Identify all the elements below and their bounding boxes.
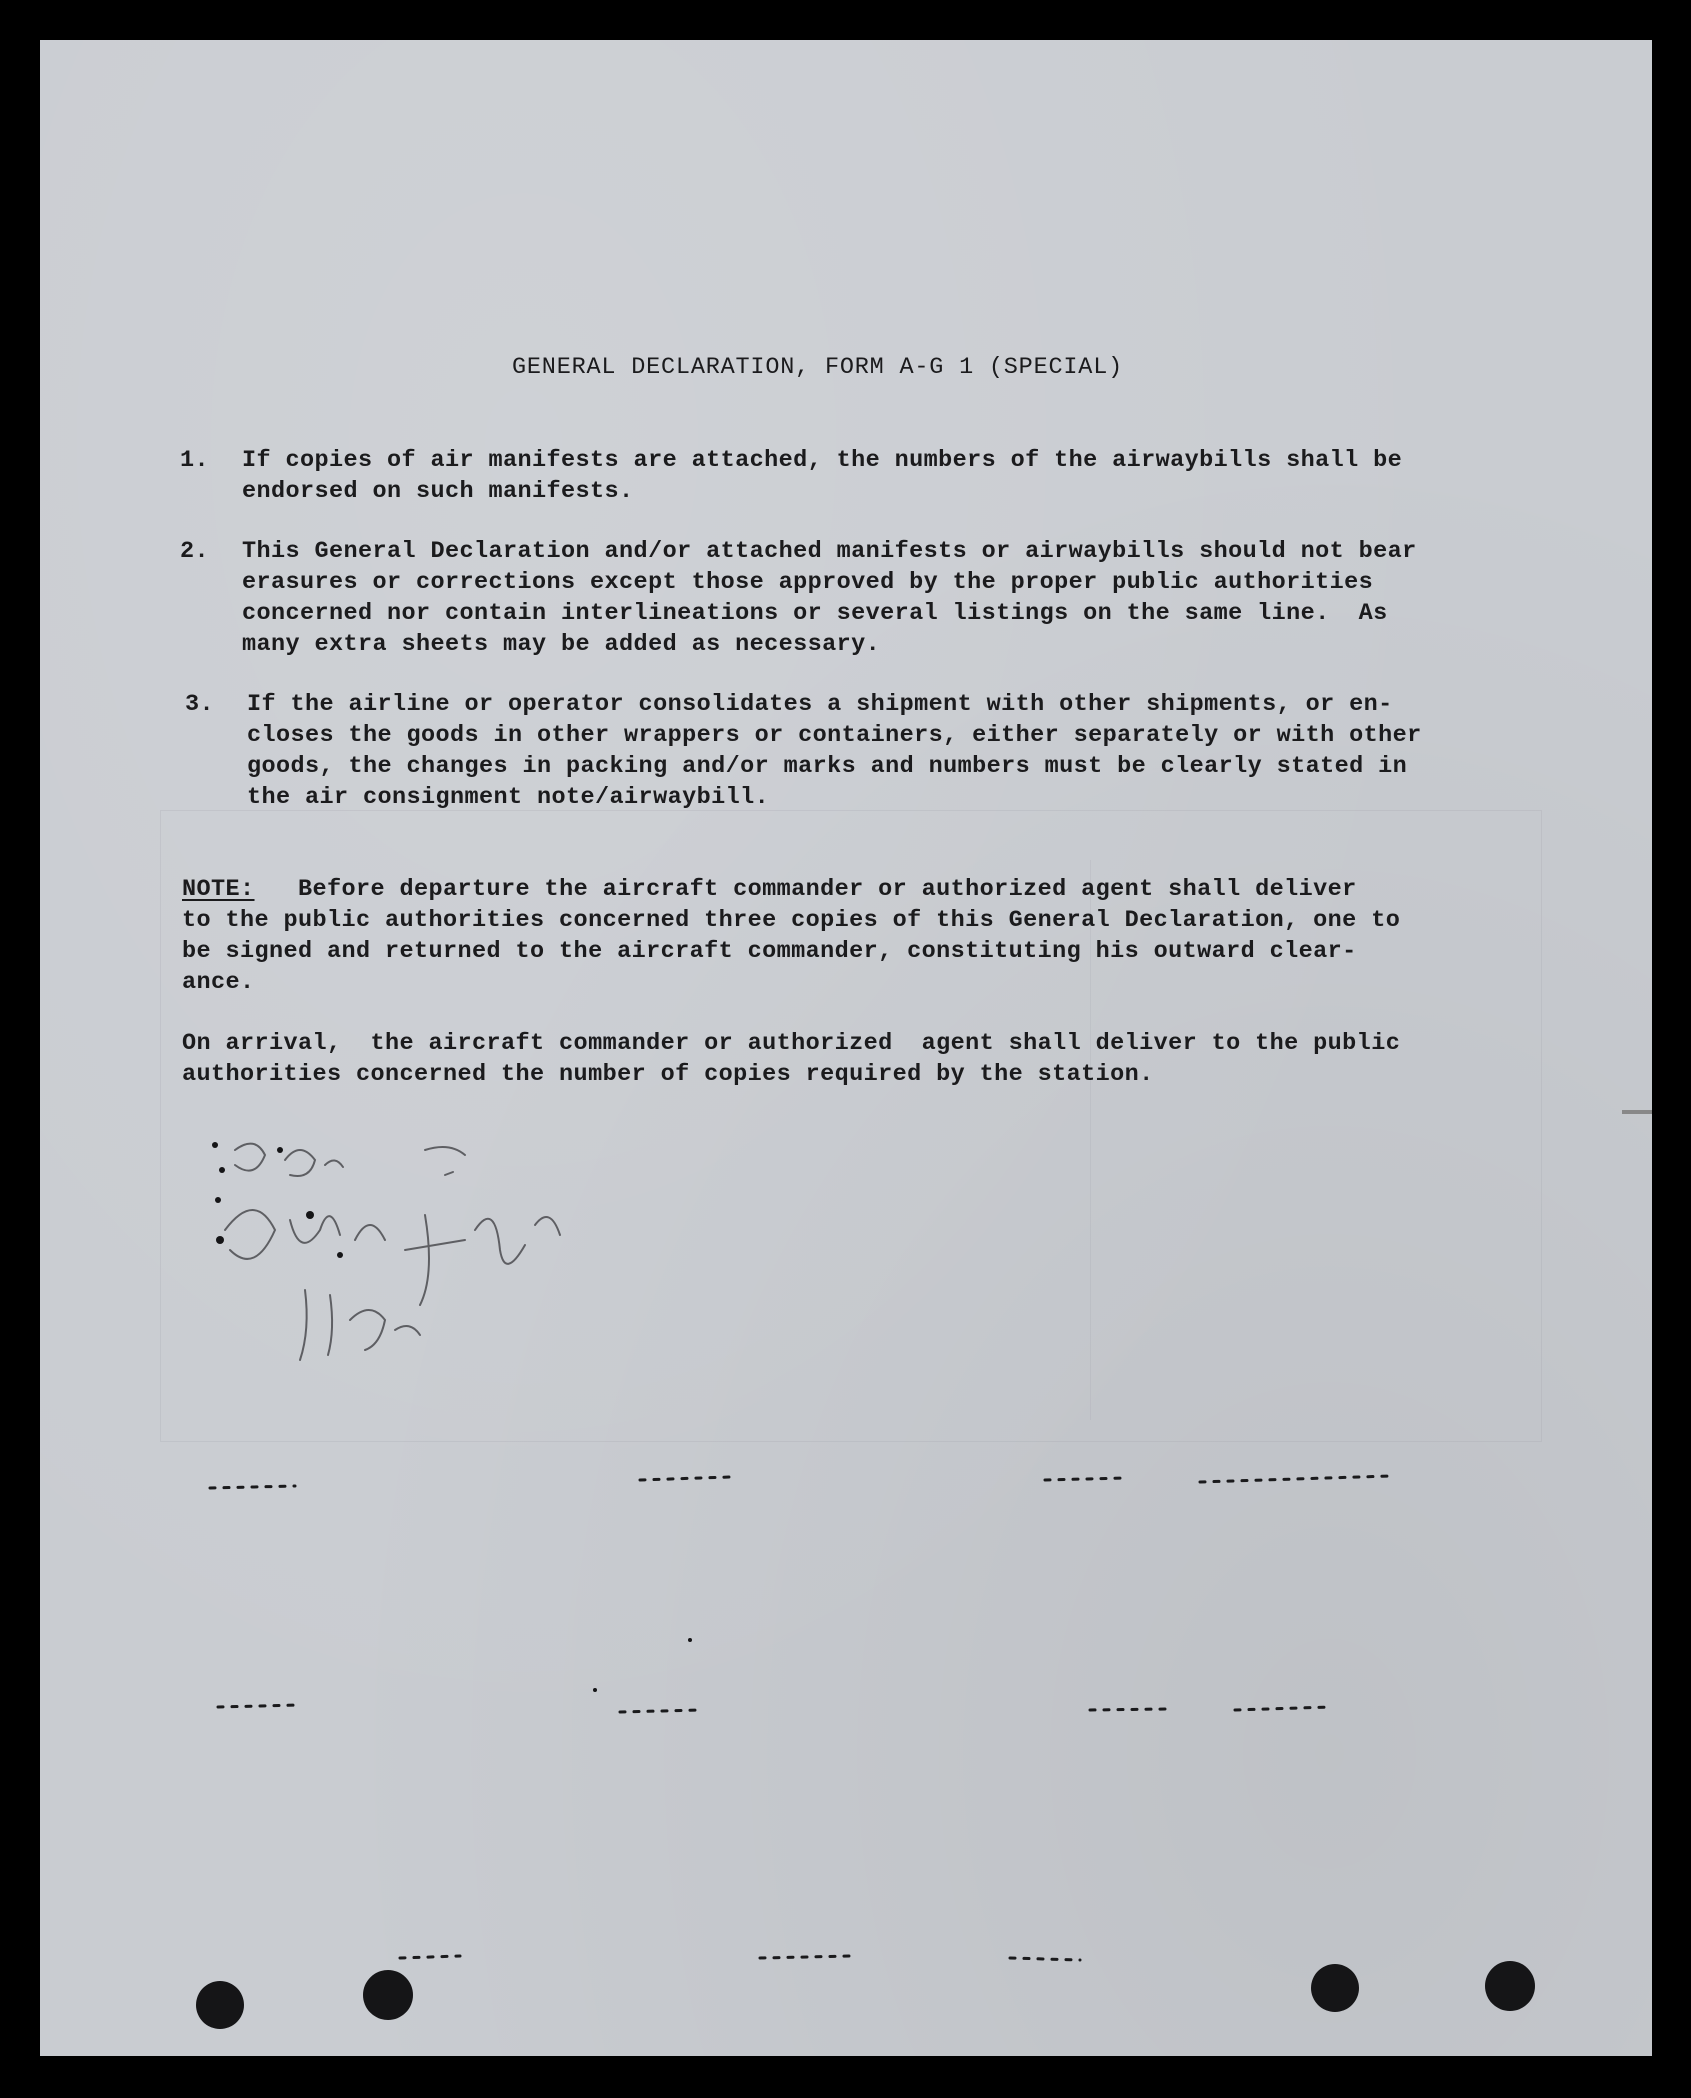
document-title: GENERAL DECLARATION, FORM A-G 1 (SPECIAL): [512, 354, 1123, 381]
document-page: [40, 40, 1652, 2056]
item-text: This General Declaration and/or attached manifests or airwaybills should not bear erasures or corrections except those approved by the proper public authorities concerned nor contain interlineations or several listings on the same line. As many extra sheets may be added as necessary.: [242, 538, 1417, 658]
note-label: NOTE:: [182, 876, 255, 903]
punch-holes-and-specks: [40, 40, 1652, 2056]
item-number: 2.: [180, 538, 210, 565]
item-text: If the airline or operator consolidates a shipment with other shipments, or en- closes the goods in other wrappers or containers, either separately or with other goods, the changes in packing and/or marks and numbers must be clearly stated in the air consignment note/airwaybill.: [247, 691, 1422, 811]
page-edge-mark: [1622, 1110, 1652, 1114]
item-number: 3.: [185, 691, 215, 718]
item-text: If copies of air manifests are attached, the numbers of the airwaybills shall be endorsed on such manifests.: [242, 447, 1403, 505]
item-number: 1.: [180, 447, 210, 474]
arrival-paragraph: On arrival, the aircraft commander or authorized agent shall deliver to the public authorities concerned the number of copies required by the station.: [182, 1030, 1401, 1088]
note-text: Before departure the aircraft commander or authorized agent shall deliver to the public authorities concerned three copies of this General Declaration, one to be signed and returned to the aircraft commander, constituting his outward clear- ance.: [182, 876, 1401, 996]
